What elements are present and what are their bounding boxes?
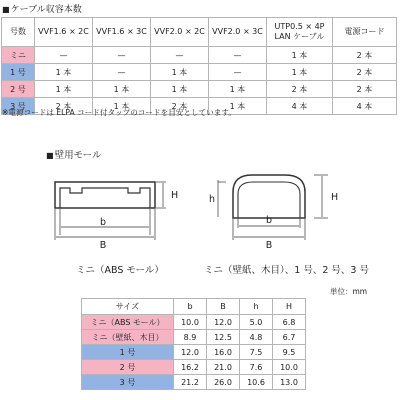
abs-B-label: B xyxy=(99,240,107,251)
cable-note: ※電源コードは ELPA コード付タップのコードを目安としています。 xyxy=(2,108,236,117)
cable-table-row-label: 3 号 xyxy=(2,98,35,115)
size-table-cell: 13.0 xyxy=(273,375,306,390)
cable-capacity-title: ■ ケーブル収容本数 xyxy=(2,2,82,15)
size-table-cell: 12.0 xyxy=(207,315,240,330)
cable-table-cell: — xyxy=(93,64,151,81)
rounded-b-label: b xyxy=(265,215,273,226)
size-table-row-label: ミニ（壁紙、木目） xyxy=(82,330,174,345)
cable-capacity-table xyxy=(1,17,397,115)
cable-table-cell: — xyxy=(151,47,209,64)
size-table-cell: 7.6 xyxy=(240,360,273,375)
cable-table-cell: 2 本 xyxy=(267,81,333,98)
size-table-row xyxy=(82,360,306,375)
cable-table-cell: 1 本 xyxy=(151,64,209,81)
cable-table-cell: 1 本 xyxy=(267,47,333,64)
cable-table-cell: 1 本 xyxy=(267,64,333,81)
size-table-row-label: 2 号 xyxy=(82,360,174,375)
size-table-row-label: ミニ（ABS モール） xyxy=(82,315,174,330)
header-cell-size: 号数 xyxy=(2,18,35,47)
cable-table-cell: 2 本 xyxy=(35,98,93,115)
cable-table-cell: 2 本 xyxy=(333,47,397,64)
size-header-size: サイズ xyxy=(82,299,174,315)
size-table-row xyxy=(82,375,306,390)
size-table-row xyxy=(82,315,306,330)
header-cell-vvf20-3c: VVF2.0 × 3C xyxy=(209,18,267,47)
cable-table-cell: — xyxy=(35,47,93,64)
header-cell-power-cord: 電源コード xyxy=(333,18,397,47)
unit-label: 単位：mm xyxy=(330,287,368,296)
cable-table-header-row xyxy=(2,18,397,47)
cable-table-cell: 1 本 xyxy=(209,98,267,115)
abs-H-label: H xyxy=(171,190,179,201)
abs-b-label: b xyxy=(99,217,107,228)
size-table-cell: 8.9 xyxy=(174,330,207,345)
size-table-cell: 21.0 xyxy=(207,360,240,375)
size-table-cell: 10.6 xyxy=(240,375,273,390)
molding-cross-section-diagrams xyxy=(0,160,400,260)
cable-table-row xyxy=(2,64,397,81)
cable-table-cell: 1 本 xyxy=(35,81,93,98)
caption-abs-molding: ミニ（ABS モール） xyxy=(76,265,164,276)
size-table-cell: 16.2 xyxy=(174,360,207,375)
size-table-header-row xyxy=(82,299,306,315)
size-header-b: b xyxy=(174,299,207,315)
size-table-cell: 21.2 xyxy=(174,375,207,390)
rounded-H-label: H xyxy=(331,192,339,203)
size-table-row xyxy=(82,345,306,360)
cable-table-row xyxy=(2,47,397,64)
size-table-cell: 12.5 xyxy=(207,330,240,345)
cable-table-cell: — xyxy=(93,47,151,64)
size-table-row xyxy=(82,330,306,345)
abs-molding-profile xyxy=(55,182,155,208)
cable-table-cell: 1 本 xyxy=(93,81,151,98)
rounded-h-label: h xyxy=(208,194,216,205)
size-table-cell: 4.8 xyxy=(240,330,273,345)
cable-table-cell: 1 本 xyxy=(209,81,267,98)
cable-table-row-label: 2 号 xyxy=(2,81,35,98)
size-table-row-label: 1 号 xyxy=(82,345,174,360)
cable-table-row-label: ミニ xyxy=(2,47,35,64)
header-cell-utp-lan: UTP0.5 × 4P LAN ケーブル xyxy=(267,18,333,47)
size-table-cell: 10.0 xyxy=(174,315,207,330)
cable-table-row xyxy=(2,81,397,98)
cable-table-cell: — xyxy=(209,47,267,64)
size-table-cell: 7.5 xyxy=(240,345,273,360)
cable-table-cell: — xyxy=(209,64,267,81)
cable-table-cell: 2 本 xyxy=(333,81,397,98)
size-table-cell: 26.0 xyxy=(207,375,240,390)
rounded-molding-profile xyxy=(233,175,305,218)
size-table-cell: 12.0 xyxy=(174,345,207,360)
abs-dimension-lines xyxy=(55,182,166,240)
cable-table-cell: 4 本 xyxy=(333,98,397,115)
size-header-h: h xyxy=(240,299,273,315)
size-table-cell: 6.7 xyxy=(273,330,306,345)
size-header-H: H xyxy=(273,299,306,315)
cable-table-cell: 1 本 xyxy=(93,98,151,115)
caption-rounded-molding: ミニ（壁紙、木目）、1 号、2 号、3 号 xyxy=(204,265,369,276)
size-table-cell: 6.8 xyxy=(273,315,306,330)
size-dimensions-table xyxy=(81,298,306,390)
size-table-cell: 9.5 xyxy=(273,345,306,360)
cable-table-cell: 4 本 xyxy=(267,98,333,115)
wall-molding-title: ■ 壁用モール xyxy=(46,147,102,161)
rounded-B-label: B xyxy=(265,240,273,251)
cable-table-cell: 1 本 xyxy=(35,64,93,81)
size-table-row-label: 3 号 xyxy=(82,375,174,390)
size-table-cell: 5.0 xyxy=(240,315,273,330)
cable-table-cell: 1 本 xyxy=(151,81,209,98)
header-cell-vvf20-2c: VVF2.0 × 2C xyxy=(151,18,209,47)
header-cell-vvf16-3c: VVF1.6 × 3C xyxy=(93,18,151,47)
header-cell-vvf16-2c: VVF1.6 × 2C xyxy=(35,18,93,47)
size-table-cell: 16.0 xyxy=(207,345,240,360)
size-table-cell: 10.0 xyxy=(273,360,306,375)
cable-table-cell: 2 本 xyxy=(151,98,209,115)
cable-table-cell: 2 本 xyxy=(333,64,397,81)
cable-table-row-label: 1 号 xyxy=(2,64,35,81)
size-header-B: B xyxy=(207,299,240,315)
